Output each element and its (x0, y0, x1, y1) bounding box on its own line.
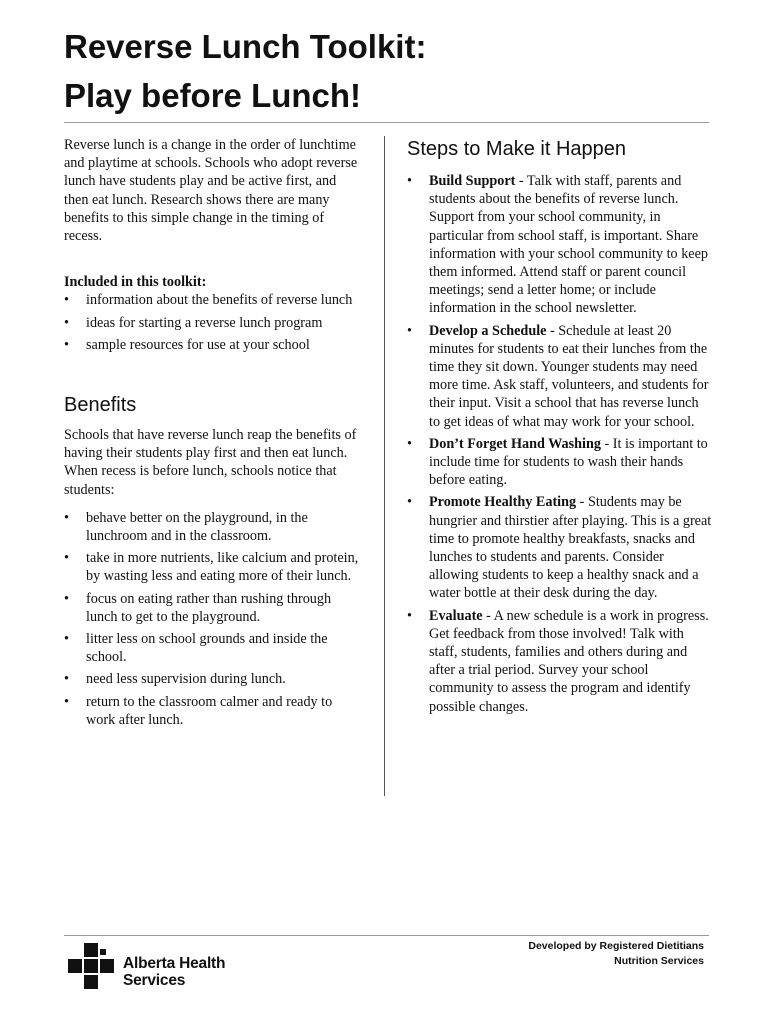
step-title: Develop a Schedule (429, 322, 547, 339)
page-title-line-1: Reverse Lunch Toolkit: (64, 28, 427, 65)
list-item-text: need less supervision during lunch. (86, 671, 286, 688)
step-title: Don’t Forget Hand Washing (429, 435, 601, 452)
steps-list (407, 172, 712, 716)
list-item-text: behave better on the playground, in the lunchroom and in the classroom. (86, 509, 308, 545)
step-text: - Students may be hungrier and thirstier after playing. This is a great time to promote healthy breakfasts, snacks and lunches to students and parents. Consider allowing students to keep a healthy snack and a water bottle at their desk during the day. (429, 494, 712, 602)
step-title: Promote Healthy Eating (429, 494, 577, 511)
list-item-text: return to the classroom calmer and ready to work after lunch. (86, 693, 333, 728)
toolkit-list (64, 291, 364, 354)
list-item-text: sample resources for use at your school (86, 336, 310, 353)
bullet-icon: • (407, 435, 412, 452)
credit-line-1: Developed by Registered Dietitians (528, 940, 704, 952)
list-item-text: focus on eating rather than rushing through lunch to get to the playground. (86, 590, 332, 625)
benefits-list (64, 509, 364, 729)
list-item (64, 336, 364, 354)
bullet-icon: • (64, 671, 69, 688)
bullet-icon: • (64, 314, 69, 331)
step-title: Evaluate (429, 607, 483, 624)
list-item-text: information about the benefits of reverse lunch (86, 292, 353, 309)
step-item (407, 322, 712, 431)
bullet-icon: • (64, 631, 69, 648)
logo-line-2: Services (123, 972, 186, 989)
list-item (64, 509, 364, 545)
intro-paragraph: Reverse lunch is a change in the order of lunchtime and playtime at schools. Schools who adopt reverse lunch have students play and be active first, and then eat lunch. Research shows there are many benefits to this simple change in the timing of recess. (64, 137, 358, 245)
list-item (64, 693, 364, 729)
step-item (407, 172, 712, 318)
benefits-intro: Schools that have reverse lunch reap the benefits of having their students play first and then eat lunch. When recess is before lunch, schools notice that students: (64, 427, 357, 498)
bullet-icon: • (64, 292, 69, 309)
list-item-text: litter less on school grounds and inside the school. (86, 631, 328, 666)
step-item (407, 435, 712, 490)
list-item (64, 670, 364, 688)
column-divider (384, 136, 385, 796)
list-item-text: ideas for starting a reverse lunch program (86, 314, 323, 331)
bullet-icon: • (64, 590, 69, 607)
list-item (64, 590, 364, 626)
footer-divider (64, 935, 709, 936)
logo-wordmark (123, 955, 225, 989)
list-item (64, 291, 364, 309)
page-title (64, 22, 724, 120)
page-title-line-2: Play before Lunch! (64, 77, 362, 114)
title-divider (64, 122, 709, 123)
bullet-icon: • (407, 607, 412, 624)
left-column (64, 136, 364, 729)
toolkit-heading: Included in this toolkit: (64, 274, 207, 291)
list-item-text: take in more nutrients, like calcium and protein, by wasting less and eating more of their lunch. (86, 550, 359, 585)
bullet-icon: • (64, 336, 69, 353)
step-item (407, 607, 712, 716)
step-text: - It is important to include time for students to wash their hands before eating. (429, 435, 708, 489)
ahs-logo-icon (68, 943, 114, 989)
step-text: - A new schedule is a work in progress. Get feedback from those involved! Talk with staff, students, families and others during and after a trial period. Survey your school community to assess the program and identify possible changes. (429, 607, 709, 715)
bullet-icon: • (407, 173, 412, 189)
benefits-heading: Benefits (64, 394, 137, 417)
step-title: Build Support (429, 173, 516, 189)
bullet-icon: • (407, 494, 412, 511)
step-item (407, 493, 712, 602)
footer-credit (528, 939, 704, 969)
list-item (64, 630, 364, 666)
step-text: - Talk with staff, parents and students about the benefits of reverse lunch. Support from your school community, in particular from school staff, is important. Share information with your school community to keep them informed. Attend staff or parent council meetings; send a letter home; or include information in the school newsletter. (429, 173, 708, 317)
bullet-icon: • (64, 693, 69, 710)
right-column (407, 136, 712, 716)
list-item (64, 549, 364, 585)
logo-line-1: Alberta Health (123, 955, 226, 972)
credit-line-2: Nutrition Services (614, 955, 704, 967)
step-text: - Schedule at least 20 minutes for students to eat their lunches from the time they sit down. Younger students may need more time. Ask staff, volunteers, and students for their input. Visit a school that has reverse lunch to get ideas of what may work for your school. (429, 322, 709, 430)
bullet-icon: • (64, 509, 69, 526)
alberta-health-services-logo (68, 943, 243, 993)
bullet-icon: • (64, 550, 69, 567)
list-item (64, 314, 364, 332)
bullet-icon: • (407, 322, 412, 339)
steps-heading: Steps to Make it Happen (407, 138, 627, 160)
